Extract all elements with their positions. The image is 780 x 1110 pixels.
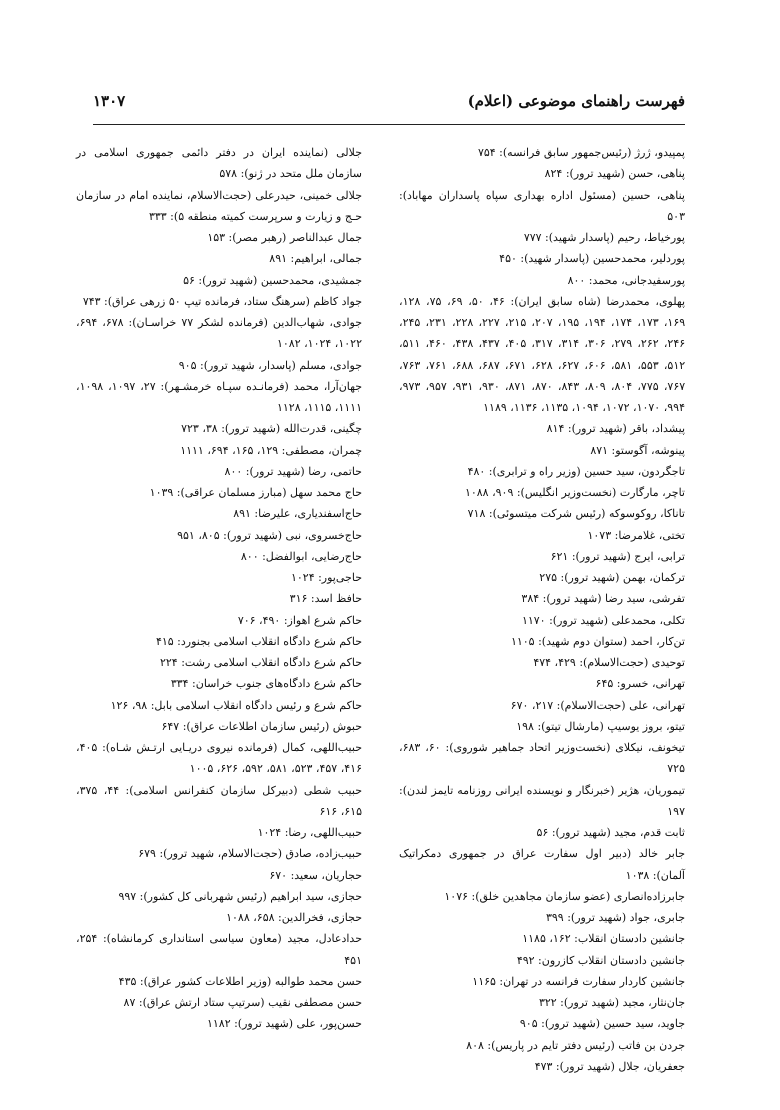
index-entry: حبیب شطی (دبیرکل سازمان کنفرانس اسلامی): ۴۴، ۳۷۵، ۶۱۵، ۶۱۶ [76, 783, 362, 818]
index-entry: حافظ اسد: ۳۱۶ [289, 592, 362, 606]
index-entry: جانشین کاردار سفارت فرانسه در تهران: ۱۱۶۵ [472, 974, 685, 988]
header-rule [93, 124, 685, 125]
index-entry: جوادی، شهاب‌الدین (فرمانده لشکر ۷۷ خراسـان): ۶۷۸، ۶۹۴، ۱۰۲۲، ۱۰۲۴، ۱۰۸۲ [76, 316, 363, 351]
index-entry: تختی، غلامرضا: ۱۰۷۳ [587, 528, 685, 542]
index-entry: ترابی، ایرج (شهید ترور): ۶۲۱ [550, 549, 685, 563]
index-column-right [399, 142, 685, 1077]
index-entry: ثابت قدم، مجید (شهید ترور): ۵۶ [536, 826, 685, 839]
index-entry: جابر خالد (دبیر اول سفارت عراق در جمهوری دمکراتیک آلمان): ۱۰۳۸ [399, 847, 685, 882]
index-entry: حجاریان، سعید: ۶۷۰ [269, 868, 362, 882]
index-entry: پناهی، حسن (شهید ترور): ۸۲۴ [544, 167, 685, 181]
page-header [93, 92, 685, 118]
index-entry: پوردلیر، محمدحسین (پاسدار شهید): ۴۵۰ [499, 252, 685, 266]
index-entry: جعفریان، جلال (شهید ترور): ۴۷۳ [534, 1059, 685, 1073]
index-entry: حسن مصطفی نقیب (سرتیپ ستاد ارتش عراق): ۸۷ [123, 996, 362, 1009]
index-entry: جلالی (نماینده ایران در دفتر دائمی جمهوری اسلامی در سازمان ملل متحد در ژنو): ۵۷۸ [76, 146, 362, 181]
index-entry: توحیدی (حجت‌الاسلام): ۴۲۹، ۴۷۴ [533, 656, 685, 669]
index-entry: پمپیدو، ژرژ (رئیس‌جمهور سابق فرانسه): ۷۵۴ [477, 146, 685, 159]
index-entry: حسن محمد طوالبه (وزیر اطلاعات کشور عراق): ۴۳۵ [118, 974, 362, 988]
index-entry: چگینی، قدرت‌الله (شهید ترور): ۳۸، ۷۲۳ [181, 422, 362, 436]
index-entry: حاج‌اسفندیاری، علیرضا: ۸۹۱ [233, 507, 362, 521]
index-entry: جانشین دادستان انقلاب کازرون: ۴۹۲ [516, 953, 685, 967]
index-entry: حبیب‌زاده، صادق (حجت‌الاسلام، شهید ترور): ۶۷۹ [138, 847, 362, 861]
index-entry: ترکمان، بهمن (شهید ترور): ۲۷۵ [539, 571, 685, 584]
index-entry: حاکم شرع و رئیس دادگاه انقلاب اسلامی بابل: ۹۸، ۱۲۶ [110, 698, 362, 712]
index-entry: چمران، مصطفی: ۱۲۹، ۱۶۵، ۶۹۴، ۱۱۱۱ [180, 443, 362, 457]
index-entry: پورسفیدجانی، محمد: ۸۰۰ [567, 273, 685, 287]
index-entry: حاج‌خسروی، نبی (شهید ترور): ۸۰۵، ۹۵۱ [177, 528, 362, 542]
index-entry: تکلی، محمدعلی (شهید ترور): ۱۱۷۰ [521, 613, 685, 627]
index-entry: پینوشه، آگوستو: ۸۷۱ [590, 443, 685, 457]
index-entry: حاج محمد سهل (مبارز مسلمان عراقی): ۱۰۳۹ [149, 486, 362, 499]
index-entry: جوادی، مسلم (پاسدار، شهید ترور): ۹۰۵ [178, 358, 362, 372]
index-entry: تاناکا، روکوسوکه (رئیس شرکت میتسوئی): ۷۱۸ [467, 507, 685, 521]
index-entry: تفرشی، سید رضا (شهید ترور): ۳۸۴ [521, 592, 685, 606]
index-entry: پناهی، حسین (مسئول اداره بهداری سپاه پاسداران مهاباد): ۵۰۳ [399, 188, 685, 223]
index-entry: تیموریان، هژیر (خبرنگار و نویسنده ایرانی روزنامه تایمز لندن): ۱۹۷ [399, 783, 685, 818]
index-entry: جمالی، ابراهیم: ۸۹۱ [269, 252, 362, 266]
index-entry: حاکم شرع دادگاه انقلاب اسلامی رشت: ۲۲۴ [159, 656, 362, 669]
index-entry: حدادعادل، مجید (معاون سیاسی استانداری کرمانشاه): ۲۵۴، ۴۵۱ [76, 932, 362, 967]
index-entry: حاج‌رضایی، ابوالفضل: ۸۰۰ [240, 549, 362, 563]
page-number: ۱۳۰۷ [93, 92, 126, 110]
index-entry: حبیب‌اللهی، کمال (فرمانده نیروی دریـایی ارتـش شـاه): ۴۰۵، ۴۱۶، ۴۵۷، ۵۲۳، ۵۸۱، ۵۹۲، ۶۲۶، ۱۰۰۵ [76, 741, 362, 776]
index-entry: تهرانی، خسرو: ۶۴۵ [595, 677, 685, 691]
index-entry: جمشیدی، محمدحسین (شهید ترور): ۵۶ [183, 273, 362, 287]
index-entry: تیتو، بروز یوسیپ (مارشال تیتو): ۱۹۸ [516, 719, 685, 733]
index-entry: جواد کاظم (سرهنگ ستاد، فرمانده تیپ ۵۰ زرهی عراق): ۷۴۳ [82, 294, 362, 308]
index-entry: جهان‌آرا، محمد (فرمانـده سپـاه خرمشـهر): ۲۷، ۱۰۹۷، ۱۰۹۸، ۱۱۱۱، ۱۱۱۵، ۱۱۲۸ [76, 379, 363, 414]
index-entry: حسن‌پور، علی (شهید ترور): ۱۱۸۲ [206, 1017, 362, 1031]
index-entry: پیشداد، باقر (شهید ترور): ۸۱۴ [546, 422, 685, 436]
index-entry: جابرزاده‌انصاری (عضو سازمان مجاهدین خلق): ۱۰۷۶ [444, 889, 685, 903]
index-entry: جردن بن فاتب (رئیس دفتر تایم در پاریس): ۸۰۸ [466, 1038, 685, 1052]
index-entry: حاکم شرع دادگاه‌های جنوب خراسان: ۳۳۴ [170, 677, 362, 691]
index-entry: تهرانی، علی (حجت‌الاسلام): ۲۱۷، ۶۷۰ [510, 698, 685, 712]
index-entry: جلالی خمینی، حیدرعلی (حجت‌الاسلام، نماینده امام در سازمان حـج و زیارت و سرپرست کمیته منطقه ۵): ۳۳۳ [76, 188, 362, 223]
index-entry: پهلوی، محمدرضا (شاه سابق ایران): ۴۶، ۵۰، ۶۹، ۷۵، ۱۲۸، ۱۶۹، ۱۷۳، ۱۷۴، ۱۹۴، ۱۹۵، ۲۰۷، ۲۱۵، ۲۲۷، ۲۲۸، ۲۳۱، ۲۴۵، ۲۴۶، ۲۶۲، ۲۷۹، ۳۰۶، ۳۱۴، ۳۱۷، ۴۰۵، ۴۳۷، ۴۳۸، ۴۶۰، ۵۱۱، ۵۱۲، ۵۵۳، ۵۸۱، ۶۰۶، ۶۲۷، ۶۲۸، ۶۷۱، ۶۸۷، ۶۸۸، ۷۶۱، ۷۶۳، ۷۶۷، ۷۷۵، ۸۰۴، ۸۰۹، ۸۴۳، ۸۷۰، ۸۷۱، ۹۳۰، ۹۳۱، ۹۵۷، ۹۷۳، ۹۹۴، ۱۰۷۰، ۱۰۷۲، ۱۰۹۴، ۱۱۳۵، ۱۱۳۶، ۱۱۸۹ [399, 294, 686, 414]
index-entry: حاتمی، رضا (شهید ترور): ۸۰۰ [224, 464, 362, 478]
index-entry: تن‌کار، احمد (ستوان دوم شهید): ۱۱۰۵ [510, 634, 685, 648]
index-entry: حجازی، سید ابراهیم (رئیس شهربانی کل کشور): ۹۹۷ [118, 889, 362, 903]
index-entry: حبیب‌اللهی، رضا: ۱۰۲۴ [257, 826, 362, 839]
index-entry: جابری، جواد (شهید ترور): ۳۹۹ [545, 911, 685, 924]
index-entry: جمال عبدالناصر (رهبر مصر): ۱۵۳ [207, 231, 362, 244]
index-entry: حاجی‌پور: ۱۰۲۴ [290, 571, 362, 584]
index-entry: تاچر، مارگارت (نخست‌وزیر انگلیس): ۹۰۹، ۱۰۸۸ [464, 486, 685, 499]
index-entry: حبوش (رئیس سازمان اطلاعات عراق): ۶۴۷ [161, 719, 362, 733]
index-entry: جانشین دادستان انقلاب: ۱۶۲، ۱۱۸۵ [522, 932, 685, 946]
running-title: فهرست راهنمای موضوعی (اعلام) [467, 92, 685, 110]
index-entry: جان‌نثار، مجید (شهید ترور): ۳۲۲ [538, 996, 685, 1009]
index-entry: تاجگردون، سید حسین (وزیر راه و ترابری): ۴۸۰ [467, 464, 685, 478]
index-entry: پورخیاط، رحیم (پاسدار شهید): ۷۷۷ [523, 231, 685, 244]
index-entry: جاوید، سید حسین (شهید ترور): ۹۰۵ [519, 1017, 685, 1031]
index-column-left [76, 142, 362, 1035]
index-entry: حاکم شرع اهواز: ۴۹۰، ۷۰۶ [237, 613, 362, 627]
index-entry: حاکم شرع دادگاه انقلاب اسلامی بجنورد: ۴۱۵ [155, 634, 362, 648]
index-entry: حجازی، فخرالدین: ۶۵۸، ۱۰۸۸ [226, 911, 362, 924]
index-entry: تیخونف، نیکلای (نخست‌وزیر اتحاد جماهیر شوروی): ۶۰، ۶۸۳، ۷۲۵ [399, 741, 685, 776]
